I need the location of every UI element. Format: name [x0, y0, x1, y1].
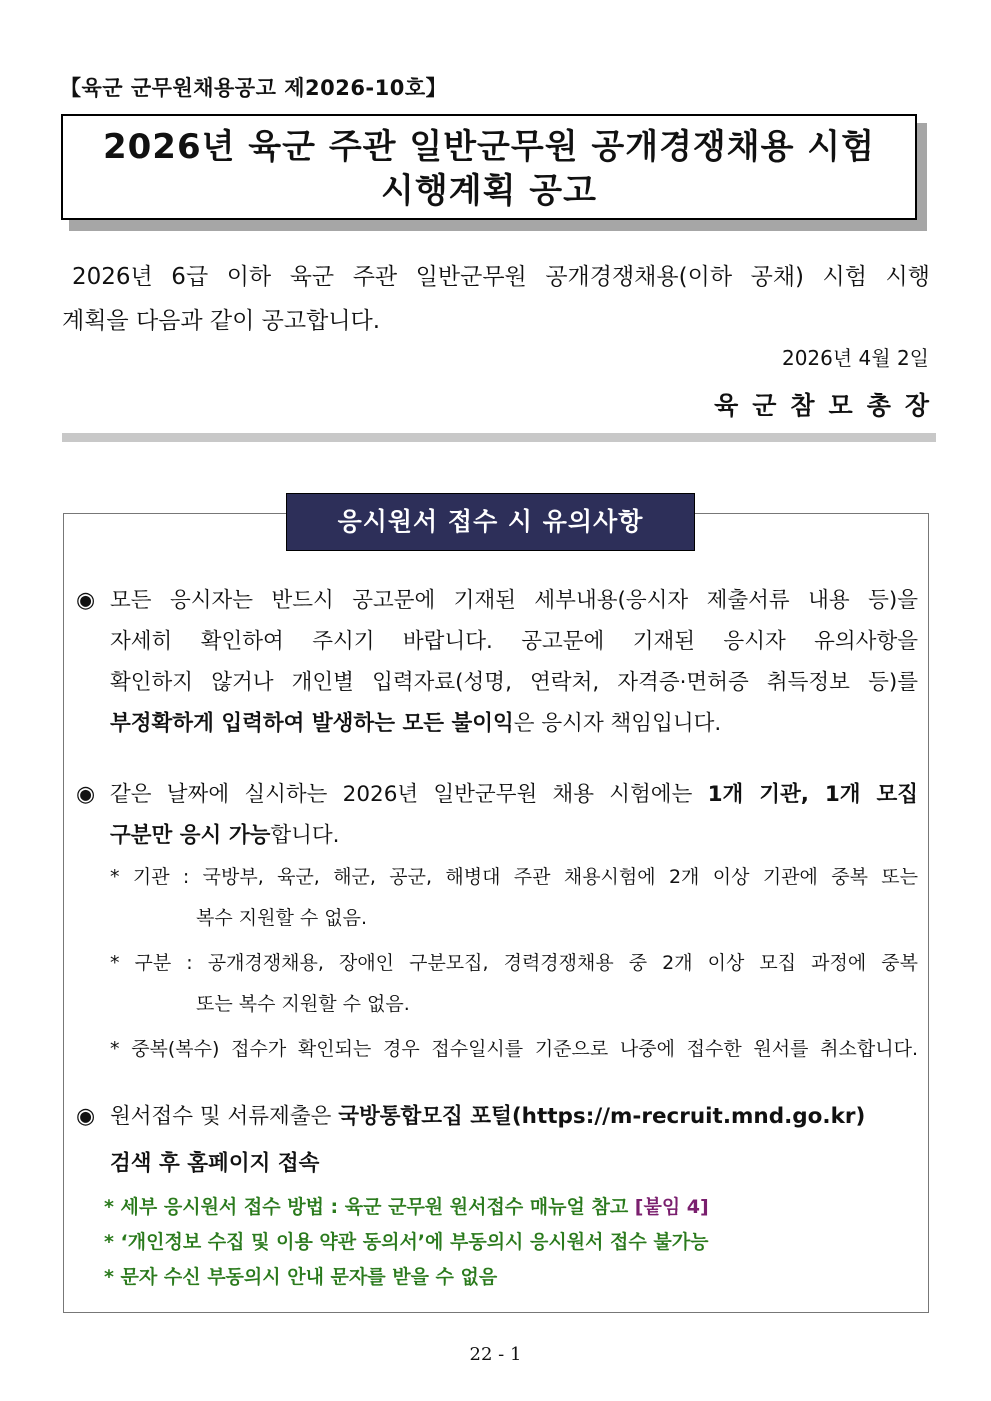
green-note-2: * ‘개인정보 수집 및 이용 약관 동의서’에 부동의시 응시원서 접수 불가능 — [104, 1231, 709, 1253]
title-line-1: 2026년 육군 주관 일반군무원 공개경쟁채용 시험 — [102, 127, 875, 167]
notice-item-3-line-2: 검색 후 홈페이지 접속 — [110, 1151, 320, 1176]
title-box — [61, 114, 917, 220]
notice-item-2-emphasis: 1개 기관, 1개 모집 — [707, 782, 918, 807]
sub-note-category-line-1: * 구분 : 공개경쟁채용, 장애인 구분모집, 경력경쟁채용 중 2개 이상 모집 과정에 중복 — [110, 952, 918, 974]
bullet-target-icon: ◉ — [76, 1104, 96, 1129]
notice-item-1 — [76, 580, 918, 744]
notice-item-1-emphasis: 부정확하게 입력하여 발생하는 모든 불이익 — [110, 711, 514, 736]
notice-item-2-line-1 — [110, 774, 918, 815]
notice-item-1-line-4 — [110, 703, 918, 744]
notice-item-2-emphasis-2: 구분만 응시 가능 — [110, 823, 271, 848]
sub-note-agency — [110, 857, 918, 939]
sub-note-category — [110, 943, 918, 1025]
notice-item-1-line-3: 확인하지 않거나 개인별 입력자료(성명, 연락처, 자격증·면허증 취득정보 등)를 — [110, 670, 918, 695]
sub-note-agency-line-2: 복수 지원할 수 없음. — [196, 907, 367, 929]
recruit-portal-link[interactable]: 국방통합모집 포털(https://m-recruit.mnd.go.kr) — [338, 1104, 866, 1129]
notice-item-2 — [76, 774, 918, 856]
sub-note-agency-line-1: * 기관 : 국방부, 육군, 해군, 공군, 해병대 주관 채용시험에 2개 이상 기관에 중복 또는 — [110, 866, 918, 888]
bullet-target-icon: ◉ — [76, 782, 96, 807]
notice-item-3 — [76, 1096, 918, 1184]
green-note-3: * 문자 수신 부동의시 안내 문자를 받을 수 없음 — [104, 1266, 498, 1288]
notice-heading: 응시원서 접수 시 유의사항 — [286, 493, 695, 551]
green-note-1-text: * 세부 응시원서 접수 방법 : 육군 군무원 원서접수 매뉴얼 참고 — [104, 1196, 635, 1218]
notice-item-3-line-1 — [110, 1096, 918, 1137]
bullet-target-icon: ◉ — [76, 588, 96, 613]
notice-item-2-line-2 — [110, 815, 918, 856]
intro-line-2: 계획을 다음과 같이 공고합니다. — [62, 308, 381, 334]
notice-item-2-line-1-text: 같은 날짜에 실시하는 2026년 일반군무원 채용 시험에는 — [110, 782, 708, 807]
title-line-2: 시행계획 공고 — [381, 171, 597, 211]
green-note-1 — [104, 1189, 709, 1225]
notice-item-1-line-1: 모든 응시자는 반드시 공고문에 기재된 세부내용(응시자 제출서류 내용 등)을 — [110, 588, 918, 613]
page-number: 22 - 1 — [469, 1344, 522, 1365]
attachment-reference: [붙임 4] — [634, 1196, 709, 1218]
divider-bar — [62, 433, 936, 442]
notice-item-2-line-2-rest: 합니다. — [270, 823, 340, 848]
announcement-number: 【육군 군무원채용공고 제2026-10호】 — [60, 76, 448, 100]
intro-line-1: 2026년 6급 이하 육군 주관 일반군무원 공개경쟁채용(이하 공채) 시험 시행 — [72, 264, 930, 290]
issuer-name: 육군참모총장 — [714, 391, 943, 420]
sub-note-category-line-2: 또는 복수 지원할 수 없음. — [196, 993, 410, 1015]
notice-item-1-line-2: 자세히 확인하여 주시기 바랍니다. 공고문에 기재된 응시자 유의사항을 — [110, 629, 918, 654]
intro-paragraph — [62, 255, 930, 343]
sub-note-duplicate-line: * 중복(복수) 접수가 확인되는 경우 접수일시를 기준으로 나중에 접수한 원서를 취소합니다. — [110, 1038, 918, 1060]
notice-item-3-line-1-text: 원서접수 및 서류제출은 — [110, 1104, 339, 1129]
announcement-date: 2026년 4월 2일 — [781, 346, 929, 370]
notice-item-1-line-4-rest: 은 응시자 책임입니다. — [513, 711, 722, 736]
sub-note-duplicate — [110, 1029, 918, 1070]
